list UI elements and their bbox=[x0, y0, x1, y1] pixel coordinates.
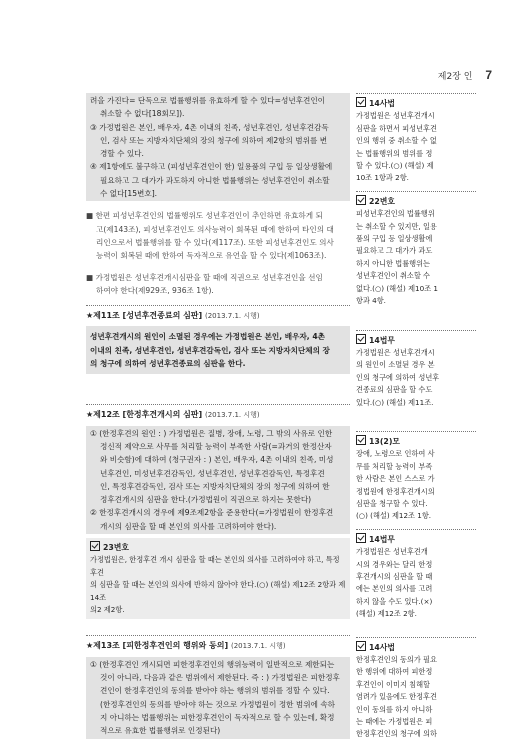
text-line: 한 행위에 대하여 피한정 bbox=[356, 667, 433, 677]
article-11-heading: ★제11조 [성년후견종료의 심판] bbox=[86, 311, 203, 321]
checkbox-icon bbox=[356, 435, 366, 445]
divider bbox=[86, 404, 350, 405]
text-line: 취소할 수 없다[18회모]). bbox=[100, 109, 185, 119]
text-line: 한정후견인의 청구에 의하 bbox=[356, 729, 437, 739]
text-line: 심판을 청구할 수 있다. bbox=[356, 498, 428, 508]
text-line: 정신적 제약으로 사무를 처리할 능력이 부족한 사람(=과거의 한정산자 bbox=[100, 441, 332, 451]
divider bbox=[356, 431, 476, 432]
text-line: 정후견개시의 심판을 한다.(가정법원이 직권으로 하지는 못한다) bbox=[100, 495, 312, 505]
text-line: 려을 가진다= 단독으로 법률행위를 유효하게 할 수 있다=성년후견인이 bbox=[90, 96, 326, 105]
exam-tag: 14법무 bbox=[369, 534, 395, 544]
text-line: ① (한정후견인 개시되면 피한정후견인의 행위능력이 일반적으로 제한되는 bbox=[90, 659, 335, 669]
text-line: 할 수 있다.(○) (해설) 제 bbox=[356, 161, 434, 171]
checkbox-icon bbox=[356, 533, 366, 543]
text-line: 하지 않을 수도 있다.(×) bbox=[356, 596, 433, 606]
article-13-title bbox=[86, 639, 350, 653]
text-line: ■ 한편 피성년후견인의 법률행위도 성년후견인이 추인하면 유효하게 되 bbox=[86, 211, 323, 221]
divider bbox=[356, 191, 476, 192]
text-line: 있다.(○) (해설) 제11조. bbox=[356, 397, 434, 407]
text-line: 인의 청구에 의하여 성년후 bbox=[356, 372, 440, 382]
text-line: 리인으로서 법률행위를 할 수 있다(제117조). 또한 피성년후견인도 의사 bbox=[96, 237, 334, 247]
text-line: 인, 검사 또는 지방자치단체의 장의 청구에 의하여 제2항의 범위를 변 bbox=[100, 135, 328, 145]
text-line: 품의 구입 등 일상생활에 bbox=[356, 234, 433, 244]
text-line: 는 취소할 수 있지만, 일용 bbox=[356, 221, 437, 231]
text-line: 성년후견인이 취소할 수 bbox=[356, 271, 431, 281]
text-line: 후견개시의 심판을 할 때 bbox=[356, 572, 433, 581]
text-line: 장애, 노령으로 인하여 사 bbox=[356, 449, 435, 459]
text-line: 필요하고 그 대가가 과도 bbox=[356, 246, 433, 256]
article-12-heading: ★제12조 [한정후견개시의 심판] bbox=[86, 410, 203, 420]
text-line: (한정후견인의 동의를 받아야 하는 것으로 가정법원이 정한 범위에 속하 bbox=[100, 699, 336, 709]
text-line: 가정법원은 성년후견개시 bbox=[356, 347, 435, 357]
exam-tag: 14사법 bbox=[369, 99, 395, 108]
text-line: 의2 제2항. bbox=[90, 605, 125, 615]
text-line: 항과 4항. bbox=[356, 296, 386, 306]
checkbox-icon bbox=[356, 97, 366, 107]
text-line: 없다.(○) (해설) 제10조 1 bbox=[356, 283, 439, 293]
text-line: 인이 동의를 하지 아니하 bbox=[356, 704, 433, 714]
exam-card bbox=[356, 334, 476, 409]
text-line: 견인이 한정후견인의 동의를 받아야 하는 행위의 범위를 정할 수 있다. bbox=[100, 686, 330, 696]
divider bbox=[86, 305, 350, 306]
text-line: 한 사람은 본인 스스로 가 bbox=[356, 474, 435, 484]
running-header bbox=[438, 68, 492, 82]
text-line: 성년후견개시의 원인이 소멸된 경우에는 가정법원은 본인, 배우자, 4촌 bbox=[90, 332, 325, 342]
article-13-heading: ★제13조 [피한정후견인의 행위와 동의] bbox=[86, 641, 229, 651]
text-line: ■ 가정법원은 성년후견개시심판을 할 때에 직권으로 성년후견인을 선임 bbox=[86, 272, 323, 282]
article-12-date: (2013.7.1. 시행) bbox=[205, 411, 260, 420]
text-line: 후견인이 이미지 침해할 bbox=[356, 679, 431, 689]
exam-tag: 23변호 bbox=[103, 543, 129, 553]
text-line: 의 원인이 소멸된 경우 본 bbox=[356, 360, 435, 370]
exam-card bbox=[356, 97, 476, 185]
checkbox-icon bbox=[356, 641, 366, 651]
text-line: 가정법원은 성년후견개시 bbox=[356, 111, 435, 121]
text-line: 견종료의 심판을 할 수도 bbox=[356, 385, 433, 395]
text-line: 경할 수 있다. bbox=[100, 149, 144, 159]
text-line: 의 청구에 의하여 성년후견종료의 심판을 한다. bbox=[90, 359, 246, 369]
article-13-body bbox=[86, 657, 350, 739]
text-line: 에는 본인의 의사를 고려 bbox=[356, 584, 433, 594]
divider bbox=[356, 93, 476, 94]
text-line: 와 비슷함)에 대하여 (청구권자 : ) 본인, 배우자, 4촌 이내의 친족, 미성 bbox=[100, 455, 334, 465]
text-line: 것이 아니라, 다음과 같은 범위에서 제한된다. 즉 : ) 가정법원은 피한정후 bbox=[100, 673, 340, 683]
text-line: 능력이 회복된 때에 한하여 독자적으로 유언을 할 수 있다(제1063조). bbox=[96, 251, 327, 261]
article-12-body bbox=[86, 426, 350, 534]
text-line: 지 아니하는 법률행위는 피한정후견인이 독자적으로 할 수 있는데, 확정 bbox=[100, 712, 335, 722]
text-line: 심판을 하면서 피성년후견 bbox=[356, 123, 437, 133]
text-line: 가정법원은 성년후견개 bbox=[356, 547, 428, 557]
checkbox-icon bbox=[356, 195, 366, 205]
text-line: ① (한정후견의 원인 : ) 가정법원은 질병, 장애, 노령, 그 밖의 사유로 인한 bbox=[90, 428, 333, 438]
article-11-date: (2013.7.1. 시행) bbox=[205, 312, 260, 321]
text-line: 피성년후견인의 법률행위 bbox=[356, 209, 435, 219]
text-line: 는 때에는 가정법원은 피 bbox=[356, 717, 433, 727]
text-line: 의 심판을 할 때는 본인의 의사에 반하지 않아야 한다.(○) (해설) 제12조 2항과 제14조 bbox=[90, 580, 346, 602]
exam-tag: 14법무 bbox=[369, 335, 395, 345]
text-line: 무를 처리할 능력이 부족 bbox=[356, 461, 433, 471]
text-line: 시의 경우와는 달리 한정 bbox=[356, 559, 433, 569]
text-line: 한정후견인의 동의가 필요 bbox=[356, 655, 437, 665]
text-line: ④ 제1항에도 불구하고 (피성년후견인이 한) 일용품의 구입 등 일상생활에 bbox=[90, 162, 333, 172]
divider bbox=[86, 635, 350, 636]
exam-tag: 13(2)모 bbox=[369, 436, 400, 446]
text-line: 적으로 유효한 법률행위로 인정된다) bbox=[100, 726, 221, 736]
text-line: 이내의 친족, 성년후견인, 성년후견감독인, 검사 또는 지방자치단체의 장 bbox=[90, 345, 330, 355]
text-line: 개시의 심판을 할 때 본인의 의사를 고려하여야 한다). bbox=[100, 521, 277, 531]
text-line: 하지 아니한 법률행위는 bbox=[356, 258, 431, 268]
note-appointment bbox=[86, 271, 350, 298]
divider bbox=[356, 637, 476, 638]
text-line: 10조 1항과 2항. bbox=[356, 173, 409, 183]
text-line: 인의 행위 중 취소할 수 없 bbox=[356, 136, 437, 146]
page-number: 7 bbox=[485, 68, 492, 82]
chapter-title: 제2장 인 bbox=[437, 72, 473, 82]
text-line: (○) (해설) 제12조 1항. bbox=[356, 511, 432, 521]
text-line: 가정법원은, 한정후견 개시 심판을 할 때는 본인의 의사를 고려하여야 하고, 특정후견 bbox=[90, 555, 340, 577]
text-line: 정법원에 한정후견개시의 bbox=[356, 486, 435, 496]
note-ratification bbox=[86, 209, 350, 262]
exam-tag: 22변호 bbox=[369, 196, 395, 206]
article-11-body bbox=[86, 326, 350, 374]
article-12-title bbox=[86, 408, 350, 422]
text-line: 년후견인, 미성년후견감독인, 성년후견인, 성년후견감독인, 특정후견 bbox=[100, 468, 325, 478]
exam-card bbox=[356, 195, 476, 308]
divider bbox=[356, 529, 476, 530]
exam-tag: 14사법 bbox=[369, 642, 395, 652]
intro-block bbox=[86, 93, 350, 201]
main-column bbox=[86, 93, 350, 739]
text-line: 고(제143조), 피성년후견인도 의사능력이 회복된 때에 한하여 타인의 대 bbox=[96, 224, 334, 234]
text-line: 필요하고 그 대가가 과도하지 아니한 법률행위는 성년후견인이 취소할 bbox=[100, 175, 330, 185]
text-line: (해설) 제12조 2항. bbox=[356, 609, 417, 619]
text-line: 는 법률행위의 범위를 정 bbox=[356, 148, 433, 158]
exam-card bbox=[356, 533, 476, 621]
text-line: 수 없다[15변호]. bbox=[100, 189, 158, 199]
text-line: ② 한정후견개시의 경우에 제9조제2항을 준용한다(=가정법원이 한정후견 bbox=[90, 508, 334, 518]
checkbox-icon bbox=[90, 541, 100, 551]
divider bbox=[356, 330, 476, 331]
exam-card bbox=[356, 435, 476, 523]
exam-box-23 bbox=[86, 538, 350, 619]
text-line: 염려가 있음에도 한정후견 bbox=[356, 692, 437, 702]
text-line: ③ 가정법원은 본인, 배우자, 4촌 이내의 친족, 성년후견인, 성년후견감독 bbox=[90, 122, 329, 132]
text-line: 인, 특정후견감독인, 검사 또는 지방자치단체의 장의 청구에 의하여 한 bbox=[100, 481, 330, 491]
article-13-date: (2013.7.1. 시행) bbox=[230, 642, 286, 651]
article-11-title bbox=[86, 309, 350, 323]
checkbox-icon bbox=[356, 334, 366, 344]
text-line: 하여야 한다(제929조, 936조 1항). bbox=[96, 285, 214, 295]
sidebar-exam-notes bbox=[356, 93, 476, 747]
